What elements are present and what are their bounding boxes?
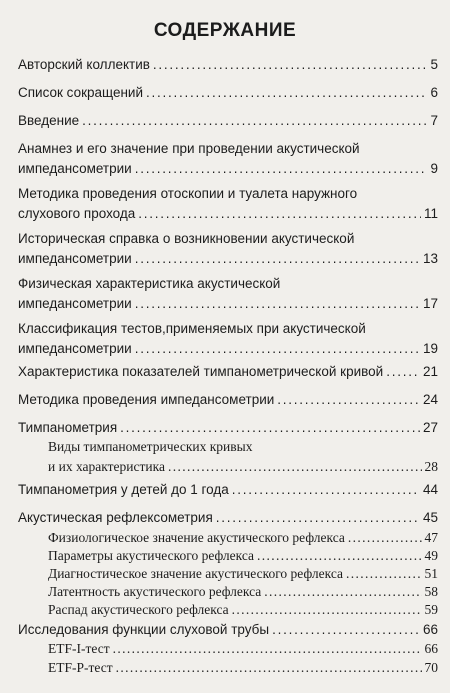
toc-entry — [18, 229, 438, 269]
dot-leader — [216, 508, 420, 528]
page-number: 21 — [422, 364, 438, 379]
toc-entry — [18, 55, 438, 75]
page-number: 24 — [422, 392, 438, 407]
toc-entry-text: Анамнез и его значение при проведении акустической — [18, 141, 360, 156]
dot-leader — [232, 600, 422, 620]
toc-entry — [18, 319, 438, 359]
page-number: 6 — [430, 85, 438, 100]
toc-subentry — [48, 582, 438, 602]
dot-leader — [135, 249, 420, 269]
toc-subentry — [48, 658, 438, 678]
toc-entry-line — [48, 658, 438, 678]
toc-subentry — [48, 600, 438, 620]
toc-entry-text: Параметры акустического рефлекса — [48, 548, 254, 563]
dot-leader — [386, 362, 420, 382]
toc-entry-text: Историческая справка о возникновении акустической — [18, 231, 355, 246]
toc-entry-line — [18, 83, 438, 103]
page-number: 58 — [424, 584, 438, 599]
toc-entry-line — [48, 564, 438, 584]
toc-subentry — [48, 639, 438, 659]
dot-leader — [257, 546, 422, 566]
dot-leader — [168, 457, 422, 477]
page-number: 17 — [422, 296, 438, 311]
toc-entry-text: слухового прохода — [18, 206, 136, 221]
page-number: 28 — [424, 459, 438, 474]
toc-entry-line — [18, 249, 438, 269]
page-number: 27 — [422, 420, 438, 435]
toc-entry — [18, 274, 438, 314]
page-number: 5 — [430, 57, 438, 72]
toc-entry-line — [18, 111, 438, 131]
page-number: 44 — [422, 482, 438, 497]
dot-leader — [116, 658, 422, 678]
toc-entry-text: ETF-I-тест — [48, 641, 110, 656]
toc-entry-line — [18, 139, 438, 159]
toc-entry — [18, 508, 438, 528]
toc-entry-line — [48, 639, 438, 659]
dot-leader — [272, 620, 420, 640]
toc-entry-line — [48, 528, 438, 548]
page-number: 9 — [430, 161, 438, 176]
toc-entry-text: Введение — [18, 113, 80, 128]
toc-entry — [18, 139, 438, 179]
page-number: 59 — [424, 602, 438, 617]
toc-entry-text: Распад акустического рефлекса — [48, 602, 229, 617]
toc-entry — [18, 480, 438, 500]
toc-entry — [18, 111, 438, 131]
toc-entry-line — [48, 600, 438, 620]
toc-entry-text: Акустическая рефлексометрия — [18, 510, 213, 525]
toc-subentry — [48, 564, 438, 584]
toc-entry-line — [18, 319, 438, 339]
toc-entry-text: импедансометрии — [18, 161, 132, 176]
page-number: 66 — [422, 622, 438, 637]
toc-entry-line — [48, 437, 438, 457]
toc-entry-text: ETF-P-тест — [48, 660, 113, 675]
page-number: 66 — [424, 641, 438, 656]
toc-entry-line — [48, 457, 438, 477]
toc-entry-text: Методика проведения отоскопии и туалета наружного — [18, 186, 358, 201]
toc-entry-line — [18, 418, 438, 438]
toc-entry-line — [18, 55, 438, 75]
dot-leader — [138, 204, 421, 224]
toc-entry-line — [18, 274, 438, 294]
toc-entry-text: Физическая характеристика акустической — [18, 276, 281, 291]
toc-entry-text: Виды тимпанометрических кривых — [48, 439, 253, 454]
toc-entry-line — [18, 294, 438, 314]
toc-entry-text: Список сокращений — [18, 85, 144, 100]
page-number: 45 — [422, 510, 438, 525]
toc-entry — [18, 418, 438, 438]
dot-leader — [346, 564, 422, 584]
toc-entry-line — [48, 582, 438, 602]
toc-entry — [18, 390, 438, 410]
page-number: 49 — [424, 548, 438, 563]
page-number: 47 — [424, 530, 438, 545]
dot-leader — [120, 418, 420, 438]
dot-leader — [146, 83, 427, 103]
dot-leader — [113, 639, 422, 659]
toc-entry-line — [18, 229, 438, 249]
toc-entry-line — [18, 620, 438, 640]
toc-entry-text: импедансометрии — [18, 341, 132, 356]
dot-leader — [82, 111, 427, 131]
page-number: 11 — [423, 206, 438, 221]
page-number: 19 — [422, 341, 438, 356]
toc-entry-text: импедансометрии — [18, 251, 132, 266]
toc-entry-line — [18, 184, 438, 204]
toc-entry-text: и их характеристика — [48, 459, 165, 474]
toc-entry-line — [18, 204, 438, 224]
toc-entry-line — [18, 390, 438, 410]
toc-entry-line — [18, 362, 438, 382]
toc-entry-text: Диагностическое значение акустического рефлекса — [48, 566, 343, 581]
toc-entry-line — [18, 480, 438, 500]
toc-entry-text: Методика проведения импедансометрии — [18, 392, 275, 407]
toc-entry-text: Характеристика показателей тимпанометрической кривой — [18, 364, 384, 379]
toc-entry — [18, 362, 438, 382]
dot-leader — [232, 480, 420, 500]
dot-leader — [153, 55, 428, 75]
page-number: 13 — [422, 251, 438, 266]
toc-entry-line — [18, 159, 438, 179]
toc-subentry — [48, 528, 438, 548]
dot-leader — [348, 528, 422, 548]
toc-entry — [18, 620, 438, 640]
toc-entry-text: Тимпанометрия у детей до 1 года — [18, 482, 229, 497]
toc-entry-text: Авторский коллектив — [18, 57, 150, 72]
toc-entry — [18, 184, 438, 224]
dot-leader — [135, 339, 420, 359]
toc-subentry — [48, 437, 438, 477]
page-title: СОДЕРЖАНИЕ — [153, 20, 297, 41]
toc-entry-text: Тимпанометрия — [18, 420, 118, 435]
toc-entry-text: Латентность акустического рефлекса — [48, 584, 262, 599]
dot-leader — [264, 582, 421, 602]
toc-entry-line — [48, 546, 438, 566]
dot-leader — [277, 390, 420, 410]
dot-leader — [135, 159, 428, 179]
page-number: 70 — [424, 660, 438, 675]
toc-entry-text: Физиологическое значение акустического рефлекса — [48, 530, 345, 545]
toc-entry-text: импедансометрии — [18, 296, 132, 311]
toc-entry-text: Классификация тестов,применяемых при акустической — [18, 321, 366, 336]
toc-entry — [18, 83, 438, 103]
toc-entry-line — [18, 339, 438, 359]
toc-entry-text: Исследования функции слуховой трубы — [18, 622, 270, 637]
dot-leader — [135, 294, 420, 314]
page-number: 7 — [430, 113, 438, 128]
toc-subentry — [48, 546, 438, 566]
page-number: 51 — [424, 566, 438, 581]
toc-entry-line — [18, 508, 438, 528]
